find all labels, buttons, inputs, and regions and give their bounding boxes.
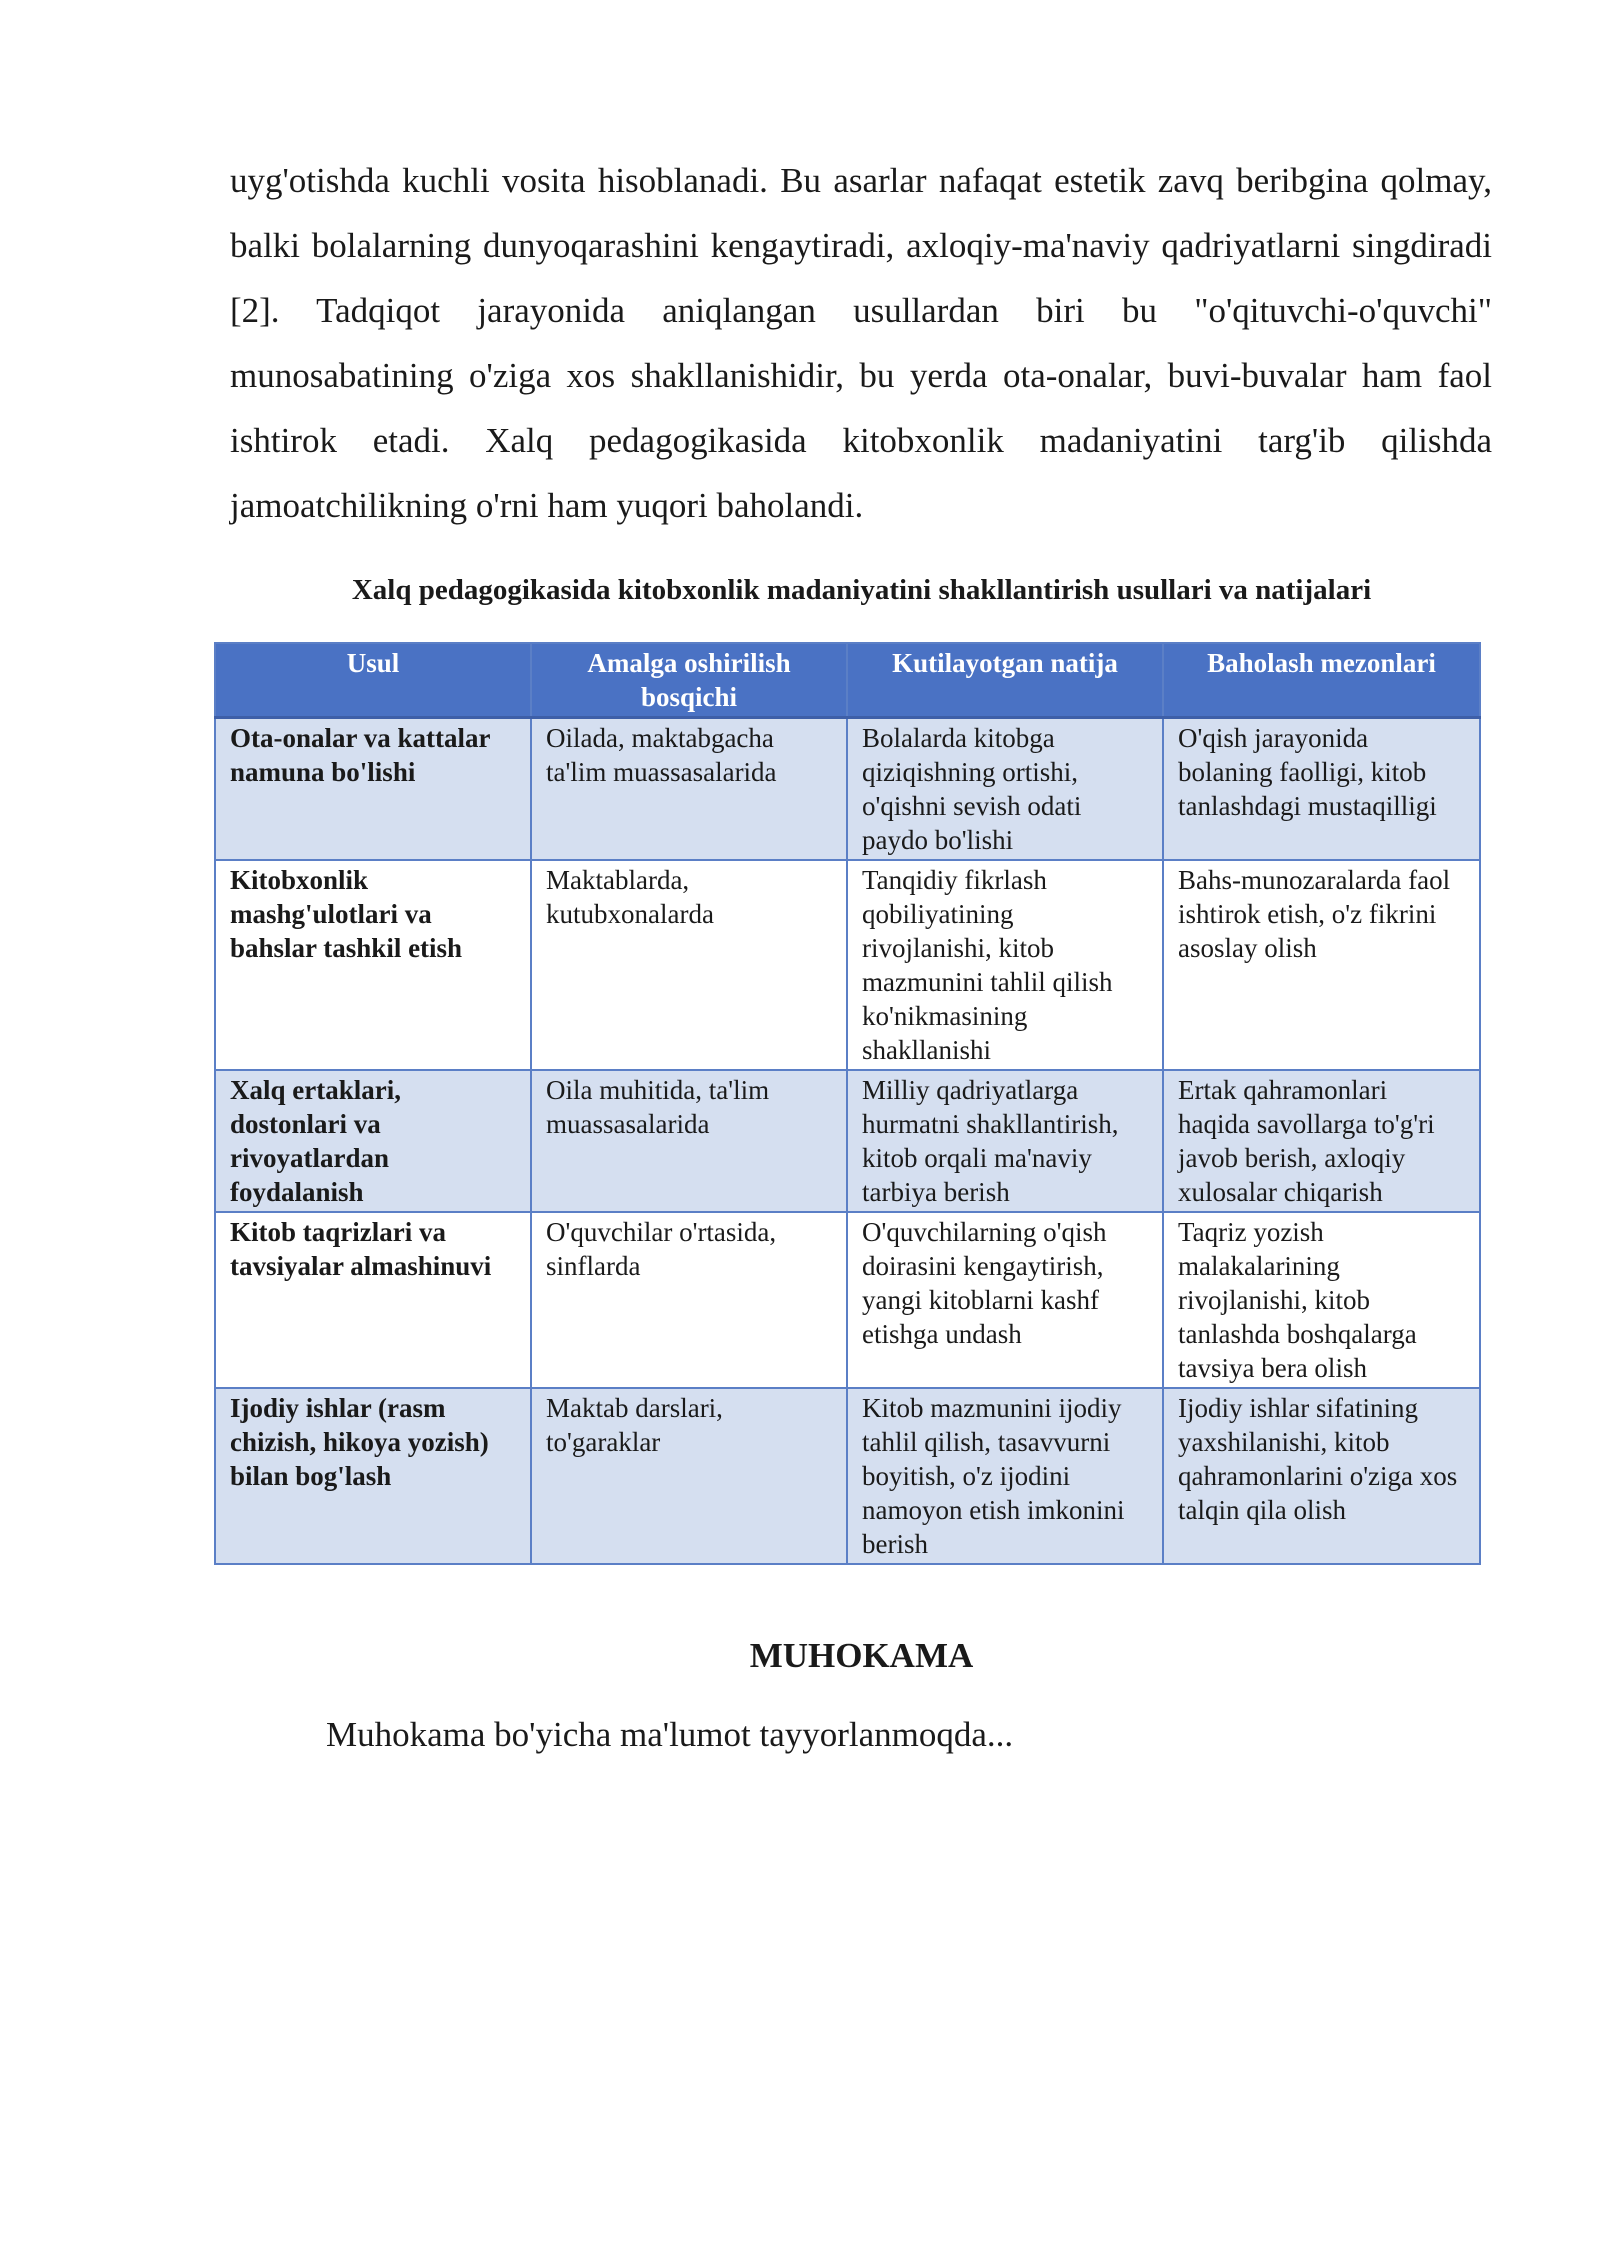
cell-stage: O'quvchilar o'rtasida, sinflarda <box>531 1212 847 1388</box>
methods-table-container <box>214 642 1479 1565</box>
cell-method: Kitob taqrizlari va tavsiyalar almashinuvi <box>215 1212 531 1388</box>
table-row <box>215 1212 1480 1388</box>
cell-method: Kitobxonlik mashg'ulotlari va bahslar tashkil etish <box>215 860 531 1070</box>
cell-result: O'quvchilarning o'qish doirasini kengaytirish, yangi kitoblarni kashf etishga undash <box>847 1212 1163 1388</box>
table-row <box>215 1070 1480 1212</box>
table-header-row <box>215 643 1480 718</box>
header-result: Kutilayotgan natija <box>847 643 1163 718</box>
cell-criteria: Ijodiy ishlar sifatining yaxshilanishi, kitob qahramonlarini o'ziga xos talqin qila olish <box>1163 1388 1480 1564</box>
table-row <box>215 860 1480 1070</box>
cell-criteria: Taqriz yozish malakalarining rivojlanishi, kitob tanlashda boshqalarga tavsiya bera olish <box>1163 1212 1480 1388</box>
cell-result: Tanqidiy fikrlash qobiliyatining rivojlanishi, kitob mazmunini tahlil qilish ko'nikmasining shakllanishi <box>847 860 1163 1070</box>
methods-table <box>214 642 1481 1565</box>
cell-criteria: O'qish jarayonida bolaning faolligi, kitob tanlashdagi mustaqilligi <box>1163 718 1480 861</box>
intro-paragraph: uyg'otishda kuchli vosita hisoblanadi. Bu asarlar nafaqat estetik zavq beribgina qolmay, balki bolalarning dunyoqarashini kengaytiradi, axloqiy-ma'naviy qadriyatlarni singdiradi [2]. Tadqiqot jarayonida aniqlangan usullardan biri bu "o'qituvchi-o'quvchi" munosabatining o'ziga xos shakllanishidir, bu yerda ota-onalar, buvi-buvalar ham faol ishtirok etadi. Xalq pedagogikasida kitobxonlik madaniyatini targ'ib qilishda jamoatchilikning o'rni ham yuqori baholandi. <box>230 161 1492 525</box>
section-heading: MUHOKAMA <box>749 1636 974 1675</box>
table-row <box>215 1388 1480 1564</box>
cell-stage: Maktablarda, kutubxonalarda <box>531 860 847 1070</box>
cell-result: Kitob mazmunini ijodiy tahlil qilish, tasavvurni boyitish, o'z ijodini namoyon etish imkonini berish <box>847 1388 1163 1564</box>
header-stage: Amalga oshirilish bosqichi <box>531 643 847 718</box>
cell-stage: Oilada, maktabgacha ta'lim muassasalarida <box>531 718 847 861</box>
cell-stage: Maktab darslari, to'garaklar <box>531 1388 847 1564</box>
cell-criteria: Ertak qahramonlari haqida savollarga to'g'ri javob berish, axloqiy xulosalar chiqarish <box>1163 1070 1480 1212</box>
discussion-placeholder-text: Muhokama bo'yicha ma'lumot tayyorlanmoqda... <box>326 1715 1014 1754</box>
cell-method: Ijodiy ishlar (rasm chizish, hikoya yozish) bilan bog'lash <box>215 1388 531 1564</box>
header-criteria: Baholash mezonlari <box>1163 643 1480 718</box>
cell-method: Ota-onalar va kattalar namuna bo'lishi <box>215 718 531 861</box>
table-caption: Xalq pedagogikasida kitobxonlik madaniyatini shakllantirish usullari va natijalari <box>351 574 1372 606</box>
cell-method: Xalq ertaklari, dostonlari va rivoyatlardan foydalanish <box>215 1070 531 1212</box>
cell-stage: Oila muhitida, ta'lim muassasalarida <box>531 1070 847 1212</box>
table-row <box>215 718 1480 861</box>
header-method: Usul <box>215 643 531 718</box>
cell-criteria: Bahs-munozaralarda faol ishtirok etish, o'z fikrini asoslay olish <box>1163 860 1480 1070</box>
cell-result: Milliy qadriyatlarga hurmatni shakllantirish, kitob orqali ma'naviy tarbiya berish <box>847 1070 1163 1212</box>
cell-result: Bolalarda kitobga qiziqishning ortishi, o'qishni sevish odati paydo bo'lishi <box>847 718 1163 861</box>
